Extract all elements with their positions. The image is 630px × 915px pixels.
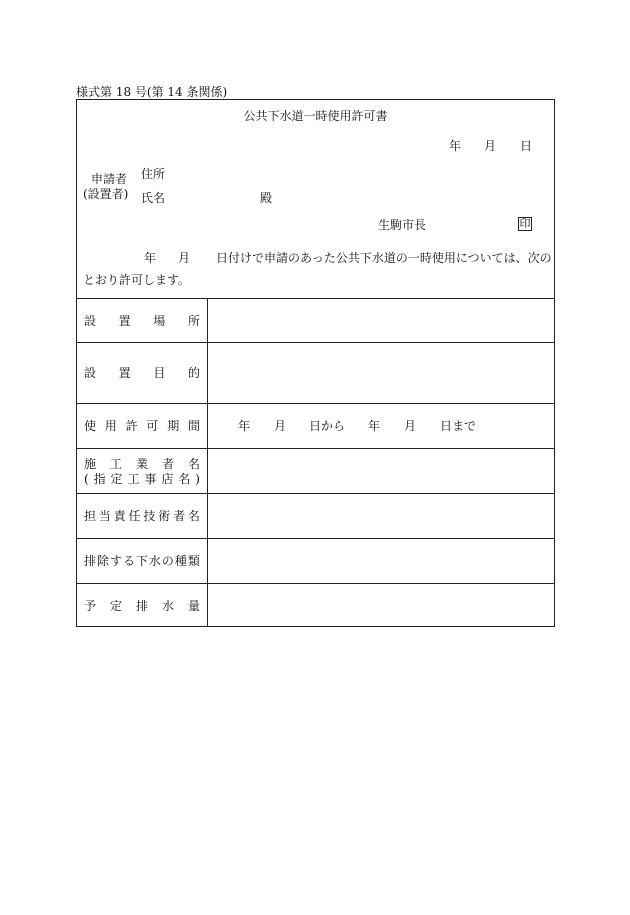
body-line1: 日付けで申請のあった公共下水道の一時使用については、次の xyxy=(216,251,552,265)
row-label-sewage-type: 排 除 す る 下 水 の 種 類 xyxy=(84,554,200,568)
period-start-day: 日から xyxy=(309,419,346,433)
address-label: 住所 xyxy=(141,167,166,181)
body-month: 月 xyxy=(178,251,191,265)
row-label-purpose: 設 置 目 的 xyxy=(84,366,200,380)
form-number: 様式第 18 号(第 14 条関係) xyxy=(76,85,228,99)
row-label-period: 使 用 許 可 期 間 xyxy=(84,419,200,433)
body-year: 年 xyxy=(144,251,157,265)
period-end-month: 月 xyxy=(404,419,417,433)
form-title: 公共下水道一時使用許可書 xyxy=(243,109,388,123)
date-day: 日 xyxy=(520,139,533,153)
permit-form xyxy=(76,99,555,627)
body-line2: とおり許可します。 xyxy=(83,273,191,287)
row-label-location: 設 置 場 所 xyxy=(84,314,200,328)
date-month: 月 xyxy=(484,139,497,153)
name-label: 氏名 xyxy=(141,191,166,205)
row-label-contractor: 施 工 業 者 名 xyxy=(84,457,200,471)
divider-header xyxy=(77,298,554,299)
divider-row-1 xyxy=(77,342,554,343)
issuer-title: 生駒市長 xyxy=(378,218,427,232)
divider-column xyxy=(207,298,208,626)
divider-row-3 xyxy=(77,448,554,449)
divider-row-4 xyxy=(77,493,554,494)
date-year: 年 xyxy=(449,139,462,153)
applicant-sub-label: (設置者) xyxy=(83,187,129,201)
period-end-year: 年 xyxy=(368,419,381,433)
divider-row-6 xyxy=(77,583,554,584)
seal-mark xyxy=(518,217,532,231)
seal-text: 印 xyxy=(519,217,531,230)
period-start-year: 年 xyxy=(238,419,251,433)
divider-row-2 xyxy=(77,403,554,404)
row-label-engineer: 担 当 責 任 技 術 者 名 xyxy=(84,509,200,523)
divider-row-5 xyxy=(77,538,554,539)
row-label-discharge: 予 定 排 水 量 xyxy=(84,599,200,613)
row-label-contractor-sub: ( 指 定 工 事 店 名 ) xyxy=(84,472,200,486)
period-start-month: 月 xyxy=(274,419,287,433)
honorific: 殿 xyxy=(260,191,273,205)
applicant-label: 申請者 xyxy=(91,172,128,186)
period-end-day: 日まで xyxy=(440,419,477,433)
